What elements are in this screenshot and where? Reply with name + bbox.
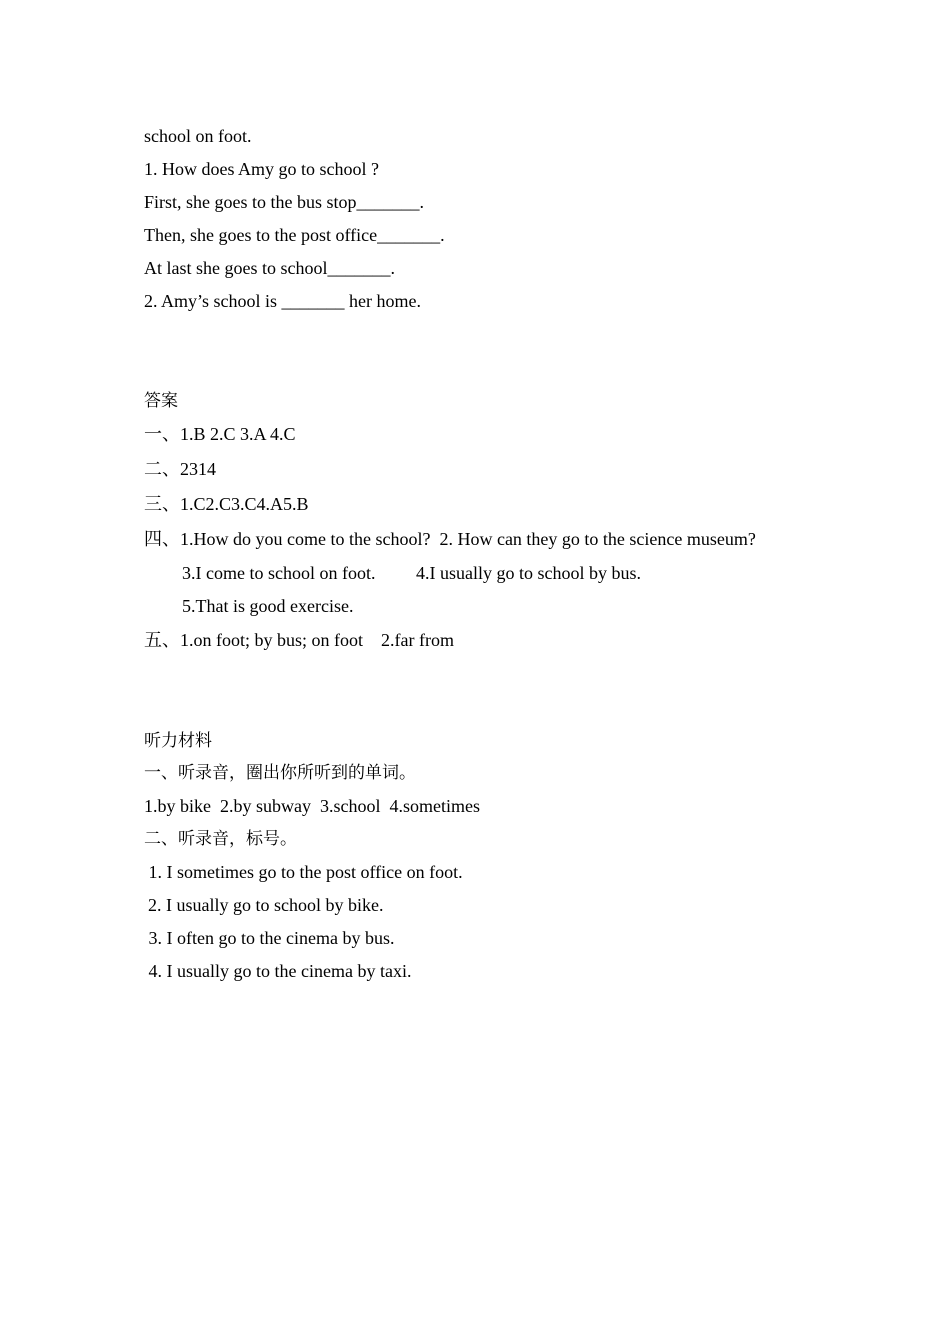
question-1: 1. How does Amy go to school ? — [144, 159, 379, 179]
listening-heading: 听力材料 — [144, 731, 212, 751]
listening-section-1-title: 一、听录音，圈出你所听到的单词。 — [144, 763, 416, 783]
question-1-then: Then, she goes to the post office_______. — [144, 225, 445, 245]
question-1-first: First, she goes to the bus stop_______. — [144, 192, 425, 212]
answers-part-4-line-2: 3.I come to school on foot. 4.I usually go to school by bus. — [182, 563, 641, 583]
answers-part-2: 二、2314 — [144, 459, 216, 479]
listening-sentence: 4. I usually go to the cinema by taxi. — [144, 961, 412, 981]
reading-continuation: school on foot. — [144, 126, 252, 146]
listening-sentence: 1. I sometimes go to the post office on foot. — [144, 862, 463, 882]
answers-part-4-line-3: 5.That is good exercise. — [182, 596, 354, 616]
answers-heading: 答案 — [144, 391, 178, 411]
listening-section-2-title: 二、听录音，标号。 — [144, 829, 297, 849]
listening-sentence: 2. I usually go to school by bike. — [148, 895, 384, 915]
answers-part-5: 五、1.on foot; by bus; on foot 2.far from — [144, 630, 454, 650]
listening-sentence: 3. I often go to the cinema by bus. — [144, 928, 395, 948]
listening-section-1-words: 1.by bike 2.by subway 3.school 4.sometimes — [144, 796, 480, 816]
answers-part-1: 一、1.B 2.C 3.A 4.C — [144, 424, 296, 444]
answers-part-4-line-1: 四、1.How do you come to the school? 2. How can they go to the science museum? — [144, 529, 756, 549]
question-2: 2. Amy’s school is _______ her home. — [144, 291, 421, 311]
answers-part-3: 三、1.C2.C3.C4.A5.B — [144, 494, 309, 514]
question-1-last: At last she goes to school_______. — [144, 258, 395, 278]
